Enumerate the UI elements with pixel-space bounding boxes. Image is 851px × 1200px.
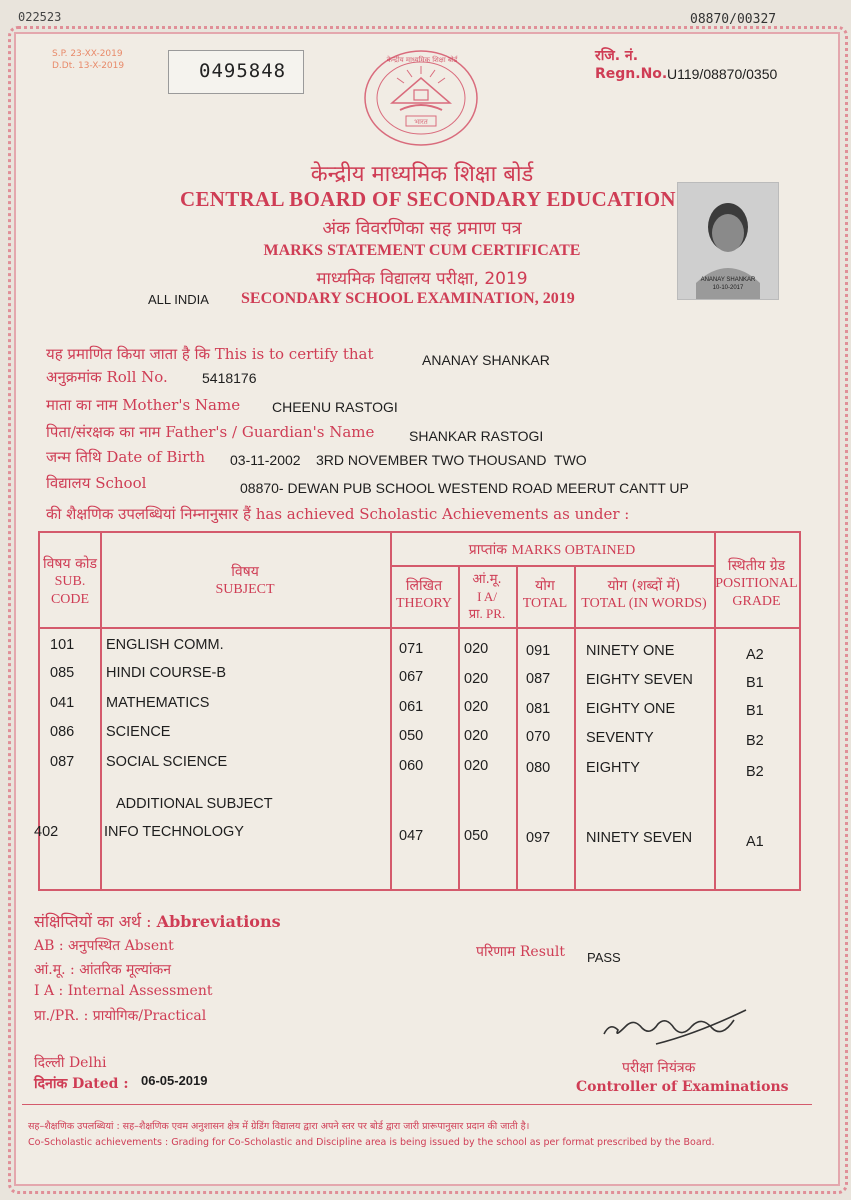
- serial-number-box: [168, 50, 304, 94]
- abbrev-line: प्रा./PR. : प्रायोगिक/Practical: [34, 1008, 207, 1024]
- certificate-title-hindi: अंक विवरणिका सह प्रमाण पत्र: [322, 218, 522, 239]
- exam-title-english: SECONDARY SCHOOL EXAMINATION, 2019: [241, 290, 575, 307]
- result-value: PASS: [587, 950, 621, 965]
- marks-table: विषय कोड SUB. CODE विषय SUBJECT प्राप्तांक MARKS OBTAINED लिखित THEORY आं.मू. I A/ प्रा. PR. योग TOTAL योग (शब्दों में) TOTAL (IN WORDS) स्थितीय ग्रेड POSITIONAL GRADE 101 ENGLISH COMM. 071 020 091 NINETY ONE A2 085 HINDI COURSE-B 067 020 087 EIGHTY SEVEN B1 041 MATHEMATICS 061 020 081 EIGHTY ONE B1 086 SCIENCE 050 020 070 SEVENTY B2 087 SOCIAL SCIENCE 060 020 080 EIGHTY B2 ADDITIONAL SUBJECT 402 INFO TECHNOLOGY 047 050 097 NINETY SEVEN A1: [38, 531, 801, 891]
- photo-caption-date: 10-10-2017: [712, 285, 744, 291]
- achievement-line: की शैक्षणिक उपलब्धियां निम्नानुसार हैं has achieved Scholastic Achievements as under :: [46, 505, 630, 523]
- header-total: योग TOTAL: [522, 578, 568, 611]
- roll-label: अनुक्रमांक Roll No.: [46, 368, 168, 386]
- dob-words: 3RD NOVEMBER TWO THOUSAND TWO: [316, 452, 587, 468]
- header-grade: स्थितीय ग्रेड POSITIONAL GRADE: [715, 558, 798, 609]
- certificate-title-english: MARKS STATEMENT CUM CERTIFICATE: [263, 242, 581, 259]
- top-right-code: 08870/00327: [690, 12, 777, 27]
- photo-caption-name: ANANAY SHANKAR: [700, 277, 756, 283]
- footer-note-english: Co-Scholastic achievements : Grading for Co-Scholastic and Discipline area is being issued by the school as per format prescribed by the Board.: [28, 1137, 715, 1148]
- header-theory: लिखित THEORY: [396, 578, 452, 611]
- school-label: विद्यालय School: [46, 474, 147, 492]
- stamp-text: S.P. 23-XX-2019 D.Dt. 13-X-2019: [52, 49, 125, 71]
- mother-label: माता का नाम Mother's Name: [46, 396, 241, 414]
- board-name-english: CENTRAL BOARD OF SECONDARY EDUCATION: [180, 187, 676, 211]
- student-name: ANANAY SHANKAR: [422, 352, 550, 368]
- father-name: SHANKAR RASTOGI: [409, 428, 544, 444]
- regn-label-en: Regn.No.: [595, 66, 668, 82]
- father-label: पिता/संरक्षक का नाम Father's / Guardian's Name: [46, 423, 375, 441]
- school-name: 08870- DEWAN PUB SCHOOL WESTEND ROAD MEERUT CANTT UP: [240, 480, 689, 496]
- exam-scope: ALL INDIA: [148, 292, 209, 307]
- abbrev-line: आं.मू. : आंतरिक मूल्यांकन: [34, 962, 172, 978]
- header-code: विषय कोड SUB. CODE: [43, 556, 97, 607]
- dated-value: 06-05-2019: [141, 1073, 208, 1088]
- regn-label-hi: रजि. नं.: [595, 48, 639, 64]
- dob-value: 03-11-2002: [230, 452, 301, 468]
- footer-divider: [22, 1104, 812, 1105]
- student-photo: [677, 182, 779, 300]
- roll-number: 5418176: [202, 370, 257, 386]
- header-total-words: योग (शब्दों में) TOTAL (IN WORDS): [581, 578, 707, 611]
- footer-note-hindi: सह–शैक्षणिक उपलब्धियां : सह–शैक्षणिक एवम अनुशासन क्षेत्र में ग्रेडिंग विद्यालय द्वारा अपने स्तर पर बोर्ड द्वारा जारी प्रारूपानुसार प्रदान की जाती है।: [28, 1121, 530, 1132]
- dob-label: जन्म तिथि Date of Birth: [46, 448, 205, 466]
- place: दिल्ली Delhi: [34, 1055, 107, 1071]
- controller-signature-icon: [596, 1004, 756, 1052]
- mother-name: CHEENU RASTOGI: [272, 399, 398, 415]
- abbrev-line: AB : अनुपस्थित Absent: [34, 938, 174, 954]
- dated-label: दिनांक Dated :: [34, 1076, 129, 1092]
- header-ia: आं.मू. I A/ प्रा. PR.: [468, 572, 506, 621]
- board-name-hindi: केन्द्रीय माध्यमिक शिक्षा बोर्ड: [310, 162, 534, 187]
- certify-label: यह प्रमाणित किया जाता है कि This is to certify that: [46, 345, 374, 363]
- svg-text:भारत: भारत: [414, 118, 428, 126]
- controller-title-hindi: परीक्षा नियंत्रक: [622, 1060, 696, 1076]
- serial-number: 0495848: [199, 60, 287, 82]
- top-left-code: 022523: [18, 10, 62, 24]
- header-subject: विषय SUBJECT: [215, 564, 275, 597]
- seal-text: केन्द्रीय माध्यमिक शिक्षा बोर्ड: [386, 56, 458, 64]
- regn-number: U119/08870/0350: [667, 66, 778, 82]
- additional-subject-label: ADDITIONAL SUBJECT: [116, 796, 273, 812]
- abbrev-line: I A : Internal Assessment: [34, 983, 213, 999]
- result-label: परिणाम Result: [476, 944, 566, 960]
- exam-title-hindi: माध्यमिक विद्यालय परीक्षा, 2019: [316, 269, 528, 289]
- header-marks-obtained: प्राप्तांक MARKS OBTAINED: [468, 542, 636, 558]
- controller-title-english: Controller of Examinations: [576, 1079, 789, 1095]
- abbreviations-title: संक्षिप्तियों का अर्थ : Abbreviations: [34, 912, 281, 931]
